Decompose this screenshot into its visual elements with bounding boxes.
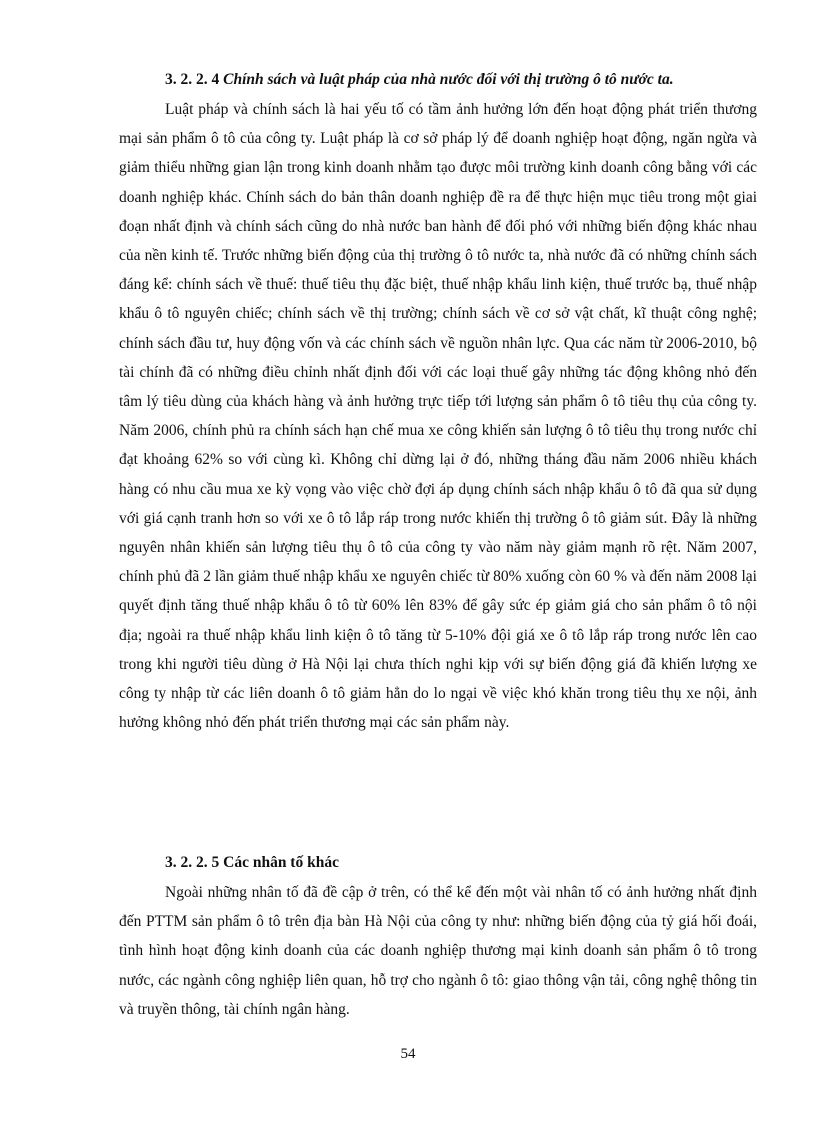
section-paragraph: Ngoài những nhân tố đã đề cập ở trên, có thể kể đến một vài nhân tố có ảnh hưởng nhất định đến PTTM sản phẩm ô tô trên địa bàn Hà Nội của công ty như: những biến động của tỷ giá hối đoái, tình hình hoạt động kinh doanh của các doanh nghiệp thương mại kinh doanh sản phẩm ô tô trong nước, các ngành công nghiệp liên quan, hỗ trợ cho ngành ô tô: giao thông vận tải, công nghệ thông tin và truyền thông, tài chính ngân hàng.: [119, 884, 757, 1018]
section-title: Chính sách và luật pháp của nhà nước đối với thị trường ô tô nước ta.: [223, 71, 674, 88]
section-heading-3-2-2-5: [165, 854, 339, 872]
section-number: 3. 2. 2. 5: [165, 854, 220, 871]
section-paragraph: Luật pháp và chính sách là hai yếu tố có tầm ảnh hưởng lớn đến hoạt động phát triển thương mại sản phẩm ô tô của công ty. Luật pháp là cơ sở pháp lý để doanh nghiệp hoạt động, ngăn ngừa và giảm thiểu những gian lận trong kinh doanh nhằm tạo được môi trường kinh doanh công bằng với các doanh nghiệp khác. Chính sách do bản thân doanh nghiệp đề ra để thực hiện mục tiêu trong một giai đoạn nhất định và chính sách cũng do nhà nước ban hành để đối phó với những biến động khác nhau của nền kinh tế. Trước những biến động của thị trường ô tô nước ta, nhà nước đã có những chính sách đáng kể: chính sách về thuế: thuế tiêu thụ đặc biệt, thuế nhập khẩu linh kiện, thuế trước bạ, thuế nhập khẩu ô tô nguyên chiếc; chính sách về thị trường; chính sách về cơ sở vật chất, kĩ thuật công nghệ; chính sách đầu tư, huy động vốn và các chính sách về nguồn nhân lực. Qua các năm từ 2006-2010, bộ tài chính đã có những điều chỉnh nhất định đối với các loại thuế gây những tác động không nhỏ đến tâm lý tiêu dùng của khách hàng và ảnh hưởng trực tiếp tới lượng sản phẩm ô tô tiêu thụ của công ty. Năm 2006, chính phủ ra chính sách hạn chế mua xe công khiến sản lượng ô tô tiêu thụ trong nước chỉ đạt khoảng 62% so với cùng kì. Không chỉ dừng lại ở đó, những tháng đầu năm 2006 nhiều khách hàng có nhu cầu mua xe kỳ vọng vào việc chờ đợi áp dụng chính sách nhập khẩu ô tô đã qua sử dụng với giá cạnh tranh hơn so với xe ô tô lắp ráp trong nước khiến thị trường ô tô giảm sút. Đây là những nguyên nhân khiến sản lượng tiêu thụ ô tô của công ty vào năm này giảm mạnh rõ rệt. Năm 2007, chính phủ đã 2 lần giảm thuế nhập khẩu xe nguyên chiếc từ 80% xuống còn 60 % và đến năm 2008 lại quyết định tăng thuế nhập khẩu ô tô từ 60% lên 83% để gây sức ép giảm giá cho sản phẩm ô tô nội địa; ngoài ra thuế nhập khẩu linh kiện ô tô tăng từ 5-10% đội giá xe ô tô lắp ráp trong nước lên cao trong khi người tiêu dùng ở Hà Nội lại chưa thích nghi kịp với sự biến động giá đã khiến lượng xe công ty nhập từ các liên doanh ô tô giảm hẳn do lo ngại về việc khó khăn trong tiêu thụ xe nội, ảnh hưởng không nhỏ đến phát triển thương mại các sản phẩm này.: [119, 101, 757, 732]
section-heading-3-2-2-4: [165, 71, 674, 89]
section-title: Các nhân tố khác: [223, 854, 339, 871]
page-number: 54: [400, 1046, 416, 1062]
section-number: 3. 2. 2. 4: [165, 71, 220, 88]
